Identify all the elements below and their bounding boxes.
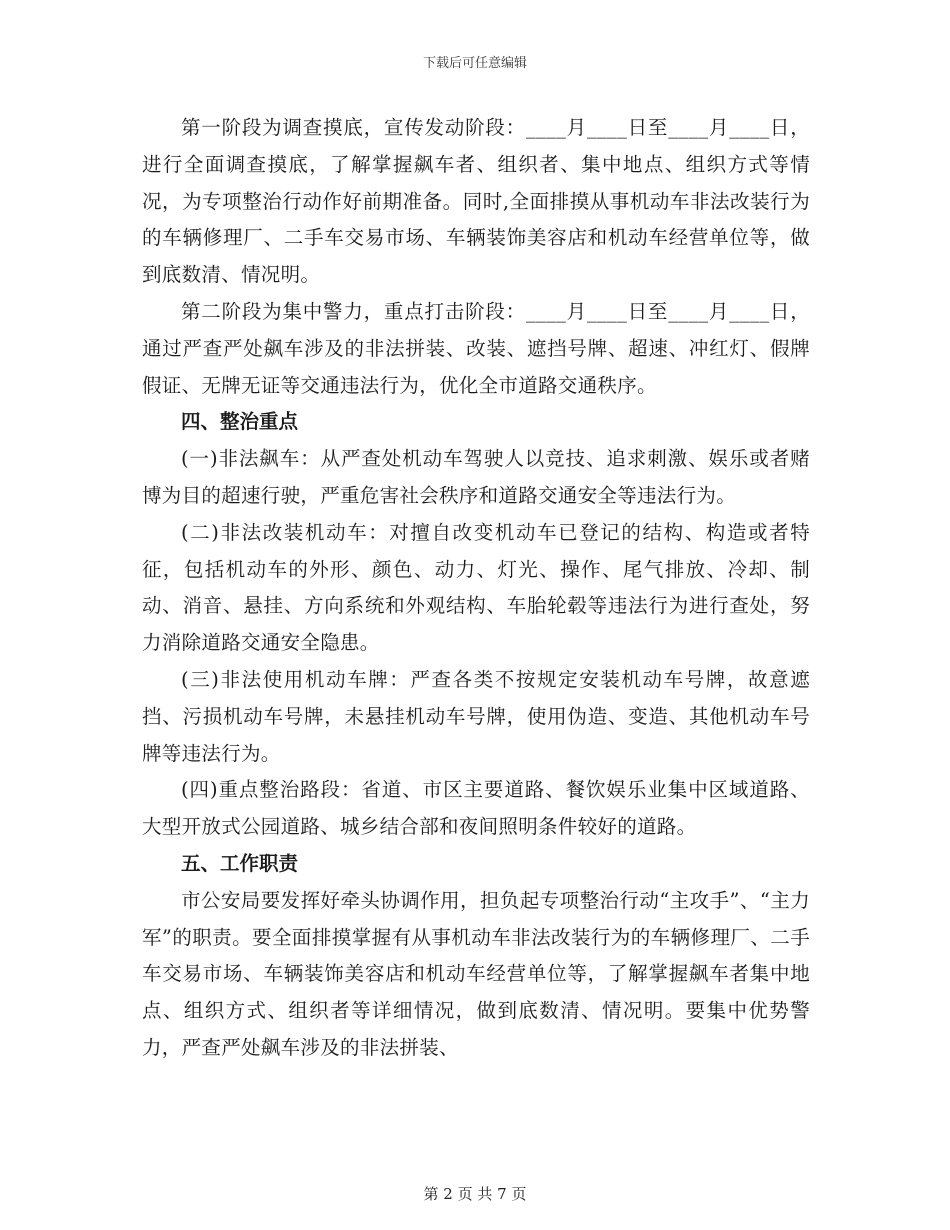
paragraph-police-duties: 市公安局要发挥好牵头协调作用，担负起专项整治行动“主攻手”、“主力军”的职责。要全面排摸掌握有从事机动车非法改装行为的车辆修理厂、二手车交易市场、车辆装饰美容店和机动车经营单位等，了解掌握飙车者集中地点、组织方式、组织者等详细情况，做到底数清、情况明。要集中优势警力，严查严处飙车涉及的非法拼装、 (142, 888, 810, 1059)
paragraph-illegal-plates: (三)非法使用机动车牌：严查各类不按规定安装机动车号牌，故意遮挡、污损机动车号牌，未悬挂机动车号牌，使用伪造、变造、其他机动车号牌等违法行为。 (142, 667, 810, 765)
paragraph-illegal-racing: (一)非法飙车：从严查处机动车驾驶人以竞技、追求刺激、娱乐或者赌博为目的超速行驶，严重危害社会秩序和道路交通安全等违法行为。 (142, 447, 810, 507)
section-heading-focus: 四、整治重点 (181, 410, 299, 434)
document-body (142, 110, 810, 1067)
paragraph-stage-one: 第一阶段为调查摸底，宣传发动阶段：____月____日至____月____日，进行全面调查摸底，了解掌握飙车者、组织者、集中地点、组织方式等情况，为专项整治行动作好前期准备。同时,全面排摸从事机动车非法改装行为的车辆修理厂、二手车交易市场、车辆装饰美容店和机动车经营单位等，做到底数清、情况明。 (142, 116, 810, 287)
section-heading-duties: 五、工作职责 (181, 851, 299, 875)
paragraph-illegal-modification: (二)非法改装机动车：对擅自改变机动车已登记的结构、构造或者特征，包括机动车的外形、颜色、动力、灯光、操作、尾气排放、冷却、制动、消音、悬挂、方向系统和外观结构、车胎轮毂等违法行为进行查处，努力消除道路交通安全隐患。 (142, 520, 810, 655)
page-footer: 第 2 页 共 7 页 (423, 1185, 527, 1203)
paragraph-stage-two: 第二阶段为集中警力，重点打击阶段：____月____日至____月____日，通过严查严处飙车涉及的非法拼装、改装、遮挡号牌、超速、冲红灯、假牌假证、无牌无证等交通违法行为，优化全市道路交通秩序。 (142, 299, 810, 397)
page-header: 下载后可任意编辑 (422, 56, 527, 71)
paragraph-key-roads: (四)重点整治路段：省道、市区主要道路、餐饮娱乐业集中区域道路、大型开放式公园道路、城乡结合部和夜间照明条件较好的道路。 (142, 778, 810, 839)
